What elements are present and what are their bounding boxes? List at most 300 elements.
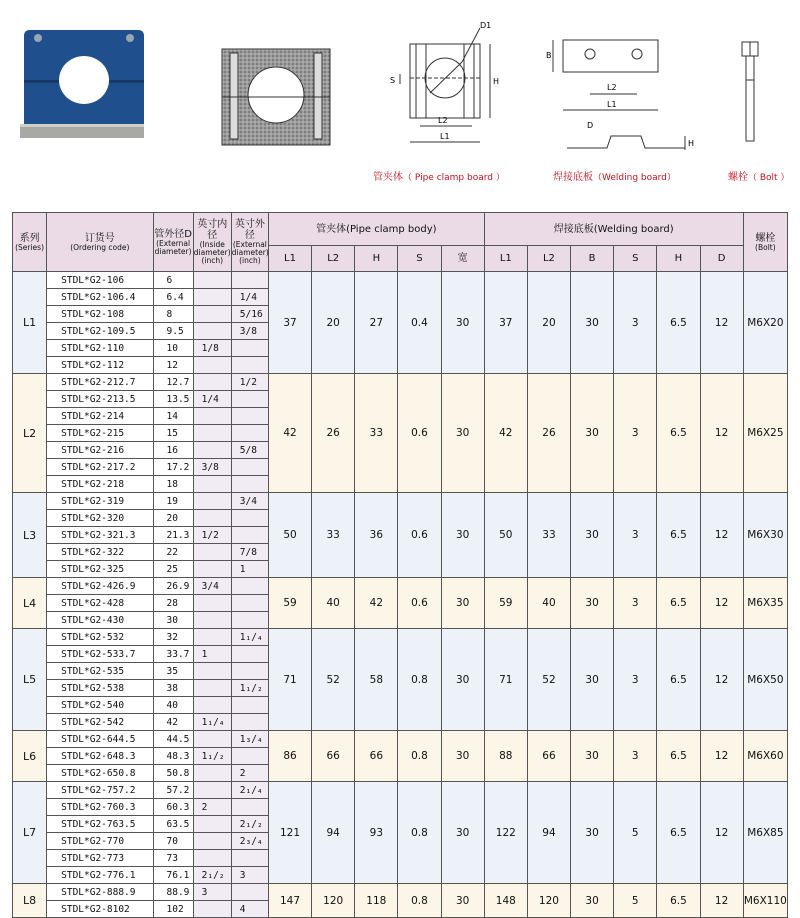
header-series: 系列 (Series) xyxy=(13,213,47,272)
clamp-dim-cell: 30 xyxy=(441,272,484,374)
inch-outside-cell: 1 xyxy=(231,561,268,578)
inch-inside-cell: 1/4 xyxy=(193,391,231,408)
inch-inside-cell: 1/2 xyxy=(193,527,231,544)
clamp-dim-cell: 30 xyxy=(441,884,484,918)
outer-diameter-cell: 30 xyxy=(153,612,193,629)
ordering-code-cell: STDL*G2-428 xyxy=(47,595,153,612)
header-ordering-code: 订货号 (Ordering code) xyxy=(47,213,153,272)
clamp-dim-cell: 50 xyxy=(268,493,311,578)
inch-outside-cell xyxy=(231,340,268,357)
outer-diameter-cell: 20 xyxy=(153,510,193,527)
ordering-code-cell: STDL*G2-648.3 xyxy=(47,748,153,765)
specification-table xyxy=(12,212,788,918)
inch-inside-cell: 1/8 xyxy=(193,340,231,357)
weld-dim-cell: 6.5 xyxy=(657,782,700,884)
outer-diameter-cell: 44.5 xyxy=(153,731,193,748)
ordering-code-cell: STDL*G2-542 xyxy=(47,714,153,731)
weld-dim-cell: 30 xyxy=(571,272,614,374)
outer-diameter-cell: 70 xyxy=(153,833,193,850)
bolt-cell: M6X30 xyxy=(743,493,787,578)
ordering-code-cell: STDL*G2-888.9 xyxy=(47,884,153,901)
product-illustrations xyxy=(0,0,800,200)
weld-dim-cell: 3 xyxy=(614,272,657,374)
inch-outside-cell xyxy=(231,476,268,493)
inch-inside-cell xyxy=(193,544,231,561)
clamp-dim-cell: 71 xyxy=(268,629,311,731)
header-weld-1: L2 xyxy=(527,246,570,272)
weld-dim-cell: 71 xyxy=(484,629,527,731)
weld-dim-cell: 30 xyxy=(571,731,614,782)
inch-outside-cell: 1₁/₂ xyxy=(231,680,268,697)
inch-outside-cell: 2₁/₂ xyxy=(231,816,268,833)
weld-dim-cell: 122 xyxy=(484,782,527,884)
inch-inside-cell: 3/8 xyxy=(193,459,231,476)
inch-outside-cell: 7/8 xyxy=(231,544,268,561)
outer-diameter-cell: 15 xyxy=(153,425,193,442)
inch-inside-cell xyxy=(193,697,231,714)
weld-dim-cell: 66 xyxy=(527,731,570,782)
outer-diameter-cell: 63.5 xyxy=(153,816,193,833)
header-clamp-4: 宽 xyxy=(441,246,484,272)
outer-diameter-cell: 76.1 xyxy=(153,867,193,884)
outer-diameter-cell: 18 xyxy=(153,476,193,493)
inch-inside-cell xyxy=(193,833,231,850)
pipe-clamp-drawing xyxy=(380,18,515,158)
ordering-code-cell: STDL*G2-321.3 xyxy=(47,527,153,544)
outer-diameter-cell: 50.8 xyxy=(153,765,193,782)
inch-outside-cell xyxy=(231,646,268,663)
clamp-dim-cell: 40 xyxy=(312,578,355,629)
series-cell: L2 xyxy=(13,374,47,493)
outer-diameter-cell: 28 xyxy=(153,595,193,612)
inch-inside-cell: 2 xyxy=(193,799,231,816)
ordering-code-cell: STDL*G2-212.7 xyxy=(47,374,153,391)
header-outer-diameter: 管外径D (External diameter) xyxy=(153,213,193,272)
header-inch-inside: 英寸内径 (Inside diameter)(inch) xyxy=(193,213,231,272)
ordering-code-cell: STDL*G2-213.5 xyxy=(47,391,153,408)
label-d: D xyxy=(587,121,594,130)
outer-diameter-cell: 6 xyxy=(153,272,193,289)
table-row xyxy=(13,731,788,748)
weld-dim-cell: 6.5 xyxy=(657,731,700,782)
outer-diameter-cell: 21.3 xyxy=(153,527,193,544)
outer-diameter-cell: 57.2 xyxy=(153,782,193,799)
weld-dim-cell: 50 xyxy=(484,493,527,578)
outer-diameter-cell: 33.7 xyxy=(153,646,193,663)
series-cell: L8 xyxy=(13,884,47,918)
label-s: S xyxy=(390,76,396,85)
inch-inside-cell xyxy=(193,306,231,323)
ordering-code-cell: STDL*G2-650.8 xyxy=(47,765,153,782)
weld-dim-cell: 26 xyxy=(527,374,570,493)
clamp-dim-cell: 36 xyxy=(355,493,398,578)
weld-dim-cell: 20 xyxy=(527,272,570,374)
bolt-cell: M6X35 xyxy=(743,578,787,629)
ordering-code-cell: STDL*G2-215 xyxy=(47,425,153,442)
ordering-code-cell: STDL*G2-109.5 xyxy=(47,323,153,340)
clamp-dim-cell: 33 xyxy=(312,493,355,578)
inch-inside-cell: 3 xyxy=(193,884,231,901)
clamp-dim-cell: 30 xyxy=(441,578,484,629)
clamp-dim-cell: 147 xyxy=(268,884,311,918)
clamp-section-drawing xyxy=(220,47,332,147)
inch-inside-cell xyxy=(193,765,231,782)
inch-outside-cell: 3 xyxy=(231,867,268,884)
table-row xyxy=(13,493,788,510)
weld-dim-cell: 42 xyxy=(484,374,527,493)
inch-outside-cell xyxy=(231,272,268,289)
weld-dim-cell: 88 xyxy=(484,731,527,782)
header-clamp-2: H xyxy=(355,246,398,272)
weld-dim-cell: 6.5 xyxy=(657,374,700,493)
inch-inside-cell xyxy=(193,561,231,578)
inch-inside-cell xyxy=(193,629,231,646)
series-cell: L3 xyxy=(13,493,47,578)
weld-dim-cell: 5 xyxy=(614,884,657,918)
inch-outside-cell xyxy=(231,850,268,867)
inch-inside-cell xyxy=(193,476,231,493)
weld-dim-cell: 6.5 xyxy=(657,578,700,629)
inch-inside-cell xyxy=(193,663,231,680)
weld-dim-cell: 30 xyxy=(571,578,614,629)
outer-diameter-cell: 17.2 xyxy=(153,459,193,476)
weld-dim-cell: 3 xyxy=(614,731,657,782)
ordering-code-cell: STDL*G2-319 xyxy=(47,493,153,510)
ordering-code-cell: STDL*G2-110 xyxy=(47,340,153,357)
outer-diameter-cell: 6.4 xyxy=(153,289,193,306)
table-row xyxy=(13,884,788,901)
inch-outside-cell: 3/8 xyxy=(231,323,268,340)
weld-dim-cell: 30 xyxy=(571,493,614,578)
outer-diameter-cell: 12.7 xyxy=(153,374,193,391)
bolt-cell: M6X110 xyxy=(743,884,787,918)
outer-diameter-cell: 13.5 xyxy=(153,391,193,408)
inch-outside-cell xyxy=(231,595,268,612)
welding-board-drawing xyxy=(545,28,700,163)
inch-inside-cell xyxy=(193,510,231,527)
clamp-dim-cell: 0.6 xyxy=(398,374,441,493)
weld-dim-cell: 12 xyxy=(700,374,743,493)
weld-dim-cell: 12 xyxy=(700,272,743,374)
clamp-dim-cell: 0.8 xyxy=(398,731,441,782)
outer-diameter-cell: 22 xyxy=(153,544,193,561)
ordering-code-cell: STDL*G2-322 xyxy=(47,544,153,561)
inch-inside-cell xyxy=(193,680,231,697)
inch-inside-cell: 2₁/₂ xyxy=(193,867,231,884)
header-clamp-3: S xyxy=(398,246,441,272)
clamp-dim-cell: 33 xyxy=(355,374,398,493)
outer-diameter-cell: 10 xyxy=(153,340,193,357)
caption-bolt: 螺栓（ Bolt ） xyxy=(728,172,790,183)
weld-dim-cell: 6.5 xyxy=(657,629,700,731)
outer-diameter-cell: 12 xyxy=(153,357,193,374)
outer-diameter-cell: 32 xyxy=(153,629,193,646)
table-row xyxy=(13,629,788,646)
clamp-dim-cell: 118 xyxy=(355,884,398,918)
series-cell: L1 xyxy=(13,272,47,374)
outer-diameter-cell: 26.9 xyxy=(153,578,193,595)
bolt-cell: M6X25 xyxy=(743,374,787,493)
inch-inside-cell xyxy=(193,816,231,833)
ordering-code-cell: STDL*G2-770 xyxy=(47,833,153,850)
label-l1: L1 xyxy=(440,132,450,141)
weld-dim-cell: 33 xyxy=(527,493,570,578)
header-clamp-1: L2 xyxy=(312,246,355,272)
table-row xyxy=(13,272,788,289)
series-cell: L6 xyxy=(13,731,47,782)
outer-diameter-cell: 16 xyxy=(153,442,193,459)
inch-inside-cell xyxy=(193,493,231,510)
weld-dim-cell: 12 xyxy=(700,782,743,884)
weld-dim-cell: 52 xyxy=(527,629,570,731)
ordering-code-cell: STDL*G2-325 xyxy=(47,561,153,578)
clamp-dim-cell: 42 xyxy=(355,578,398,629)
clamp-photo xyxy=(14,28,154,143)
inch-outside-cell xyxy=(231,459,268,476)
ordering-code-cell: STDL*G2-106 xyxy=(47,272,153,289)
outer-diameter-cell: 42 xyxy=(153,714,193,731)
outer-diameter-cell: 8 xyxy=(153,306,193,323)
ordering-code-cell: STDL*G2-217.2 xyxy=(47,459,153,476)
clamp-dim-cell: 0.8 xyxy=(398,884,441,918)
weld-dim-cell: 148 xyxy=(484,884,527,918)
ordering-code-cell: STDL*G2-108 xyxy=(47,306,153,323)
inch-outside-cell: 1₁/₄ xyxy=(231,629,268,646)
caption-welding-board: 焊接底板（Welding board） xyxy=(553,172,676,183)
ordering-code-cell: STDL*G2-426.9 xyxy=(47,578,153,595)
header-weld-3: S xyxy=(614,246,657,272)
header-pipe-clamp-body: 管夹体(Pipe clamp body) xyxy=(268,213,484,246)
weld-dim-cell: 3 xyxy=(614,629,657,731)
header-welding-board: 焊接底板(Welding board) xyxy=(484,213,743,246)
inch-inside-cell: 3/4 xyxy=(193,578,231,595)
weld-dim-cell: 6.5 xyxy=(657,272,700,374)
clamp-dim-cell: 58 xyxy=(355,629,398,731)
ordering-code-cell: STDL*G2-773 xyxy=(47,850,153,867)
inch-inside-cell xyxy=(193,850,231,867)
label-l1-weld: L1 xyxy=(607,100,617,109)
inch-outside-cell xyxy=(231,663,268,680)
inch-inside-cell xyxy=(193,612,231,629)
caption-pipe-clamp-board: 管夹体（ Pipe clamp board ） xyxy=(373,172,505,183)
outer-diameter-cell: 40 xyxy=(153,697,193,714)
ordering-code-cell: STDL*G2-776.1 xyxy=(47,867,153,884)
ordering-code-cell: STDL*G2-535 xyxy=(47,663,153,680)
table-row xyxy=(13,374,788,391)
header-inch-outside: 英寸外径 (External diameter)(inch) xyxy=(231,213,268,272)
header-weld-5: D xyxy=(700,246,743,272)
outer-diameter-cell: 25 xyxy=(153,561,193,578)
clamp-dim-cell: 30 xyxy=(441,374,484,493)
inch-outside-cell xyxy=(231,408,268,425)
outer-diameter-cell: 60.3 xyxy=(153,799,193,816)
inch-inside-cell xyxy=(193,374,231,391)
header-bolt: 螺栓 (Bolt) xyxy=(743,213,787,272)
clamp-dim-cell: 27 xyxy=(355,272,398,374)
weld-dim-cell: 30 xyxy=(571,884,614,918)
ordering-code-cell: STDL*G2-644.5 xyxy=(47,731,153,748)
inch-inside-cell xyxy=(193,408,231,425)
clamp-dim-cell: 20 xyxy=(312,272,355,374)
clamp-dim-cell: 86 xyxy=(268,731,311,782)
ordering-code-cell: STDL*G2-112 xyxy=(47,357,153,374)
inch-inside-cell xyxy=(193,323,231,340)
inch-outside-cell xyxy=(231,799,268,816)
inch-outside-cell xyxy=(231,697,268,714)
clamp-dim-cell: 66 xyxy=(355,731,398,782)
outer-diameter-cell: 48.3 xyxy=(153,748,193,765)
inch-outside-cell xyxy=(231,527,268,544)
clamp-dim-cell: 30 xyxy=(441,493,484,578)
weld-dim-cell: 12 xyxy=(700,578,743,629)
ordering-code-cell: STDL*G2-430 xyxy=(47,612,153,629)
table-row xyxy=(13,578,788,595)
inch-outside-cell xyxy=(231,391,268,408)
weld-dim-cell: 59 xyxy=(484,578,527,629)
inch-inside-cell xyxy=(193,272,231,289)
ordering-code-cell: STDL*G2-214 xyxy=(47,408,153,425)
clamp-dim-cell: 0.6 xyxy=(398,493,441,578)
weld-dim-cell: 30 xyxy=(571,374,614,493)
inch-outside-cell xyxy=(231,357,268,374)
clamp-dim-cell: 0.8 xyxy=(398,782,441,884)
inch-outside-cell xyxy=(231,578,268,595)
header-weld-2: B xyxy=(571,246,614,272)
inch-inside-cell xyxy=(193,357,231,374)
outer-diameter-cell: 88.9 xyxy=(153,884,193,901)
inch-outside-cell xyxy=(231,612,268,629)
clamp-dim-cell: 66 xyxy=(312,731,355,782)
weld-dim-cell: 37 xyxy=(484,272,527,374)
inch-inside-cell xyxy=(193,442,231,459)
clamp-dim-cell: 0.6 xyxy=(398,578,441,629)
inch-inside-cell xyxy=(193,595,231,612)
inch-outside-cell: 3/4 xyxy=(231,493,268,510)
inch-outside-cell xyxy=(231,884,268,901)
label-l2-weld: L2 xyxy=(607,83,617,92)
weld-dim-cell: 5 xyxy=(614,782,657,884)
label-d1: D1 xyxy=(480,21,492,30)
ordering-code-cell: STDL*G2-533.7 xyxy=(47,646,153,663)
ordering-code-cell: STDL*G2-540 xyxy=(47,697,153,714)
outer-diameter-cell: 14 xyxy=(153,408,193,425)
ordering-code-cell: STDL*G2-760.3 xyxy=(47,799,153,816)
inch-inside-cell xyxy=(193,731,231,748)
inch-outside-cell: 1₃/₄ xyxy=(231,731,268,748)
inch-outside-cell xyxy=(231,425,268,442)
label-b: B xyxy=(546,51,552,60)
inch-outside-cell: 4 xyxy=(231,901,268,918)
ordering-code-cell: STDL*G2-538 xyxy=(47,680,153,697)
weld-dim-cell: 3 xyxy=(614,493,657,578)
header-weld-4: H xyxy=(657,246,700,272)
weld-dim-cell: 3 xyxy=(614,578,657,629)
inch-outside-cell: 2₃/₄ xyxy=(231,833,268,850)
inch-outside-cell xyxy=(231,510,268,527)
outer-diameter-cell: 19 xyxy=(153,493,193,510)
clamp-dim-cell: 59 xyxy=(268,578,311,629)
weld-dim-cell: 40 xyxy=(527,578,570,629)
inch-outside-cell: 2 xyxy=(231,765,268,782)
clamp-dim-cell: 52 xyxy=(312,629,355,731)
table-row xyxy=(13,782,788,799)
clamp-dim-cell: 0.8 xyxy=(398,629,441,731)
label-h-weld: H xyxy=(688,139,695,148)
header-weld-0: L1 xyxy=(484,246,527,272)
weld-dim-cell: 30 xyxy=(571,782,614,884)
outer-diameter-cell: 102 xyxy=(153,901,193,918)
ordering-code-cell: STDL*G2-218 xyxy=(47,476,153,493)
clamp-dim-cell: 93 xyxy=(355,782,398,884)
series-cell: L7 xyxy=(13,782,47,884)
weld-dim-cell: 30 xyxy=(571,629,614,731)
ordering-code-cell: STDL*G2-8102 xyxy=(47,901,153,918)
bolt-cell: M6X60 xyxy=(743,731,787,782)
ordering-code-cell: STDL*G2-763.5 xyxy=(47,816,153,833)
label-h: H xyxy=(493,77,500,86)
weld-dim-cell: 6.5 xyxy=(657,493,700,578)
clamp-dim-cell: 0.4 xyxy=(398,272,441,374)
outer-diameter-cell: 38 xyxy=(153,680,193,697)
weld-dim-cell: 120 xyxy=(527,884,570,918)
inch-inside-cell: 1₁/₄ xyxy=(193,714,231,731)
weld-dim-cell: 12 xyxy=(700,884,743,918)
label-l2: L2 xyxy=(438,116,448,125)
inch-outside-cell xyxy=(231,714,268,731)
ordering-code-cell: STDL*G2-106.4 xyxy=(47,289,153,306)
weld-dim-cell: 3 xyxy=(614,374,657,493)
bolt-cell: M6X50 xyxy=(743,629,787,731)
clamp-dim-cell: 37 xyxy=(268,272,311,374)
weld-dim-cell: 12 xyxy=(700,731,743,782)
inch-outside-cell: 5/8 xyxy=(231,442,268,459)
weld-dim-cell: 6.5 xyxy=(657,884,700,918)
bolt-drawing xyxy=(738,40,762,145)
inch-inside-cell: 1 xyxy=(193,646,231,663)
ordering-code-cell: STDL*G2-757.2 xyxy=(47,782,153,799)
ordering-code-cell: STDL*G2-216 xyxy=(47,442,153,459)
inch-inside-cell xyxy=(193,289,231,306)
ordering-code-cell: STDL*G2-532 xyxy=(47,629,153,646)
ordering-code-cell: STDL*G2-320 xyxy=(47,510,153,527)
weld-dim-cell: 94 xyxy=(527,782,570,884)
weld-dim-cell: 12 xyxy=(700,629,743,731)
outer-diameter-cell: 35 xyxy=(153,663,193,680)
bolt-cell: M6X20 xyxy=(743,272,787,374)
clamp-dim-cell: 121 xyxy=(268,782,311,884)
series-cell: L5 xyxy=(13,629,47,731)
clamp-dim-cell: 94 xyxy=(312,782,355,884)
outer-diameter-cell: 9.5 xyxy=(153,323,193,340)
inch-outside-cell xyxy=(231,748,268,765)
outer-diameter-cell: 73 xyxy=(153,850,193,867)
clamp-dim-cell: 30 xyxy=(441,629,484,731)
inch-inside-cell xyxy=(193,782,231,799)
bolt-cell: M6X85 xyxy=(743,782,787,884)
clamp-dim-cell: 26 xyxy=(312,374,355,493)
inch-outside-cell: 5/16 xyxy=(231,306,268,323)
clamp-dim-cell: 30 xyxy=(441,782,484,884)
weld-dim-cell: 12 xyxy=(700,493,743,578)
clamp-dim-cell: 120 xyxy=(312,884,355,918)
clamp-dim-cell: 30 xyxy=(441,731,484,782)
header-clamp-0: L1 xyxy=(268,246,311,272)
series-cell: L4 xyxy=(13,578,47,629)
inch-inside-cell: 1₁/₂ xyxy=(193,748,231,765)
inch-outside-cell: 1/2 xyxy=(231,374,268,391)
inch-inside-cell xyxy=(193,425,231,442)
clamp-dim-cell: 42 xyxy=(268,374,311,493)
